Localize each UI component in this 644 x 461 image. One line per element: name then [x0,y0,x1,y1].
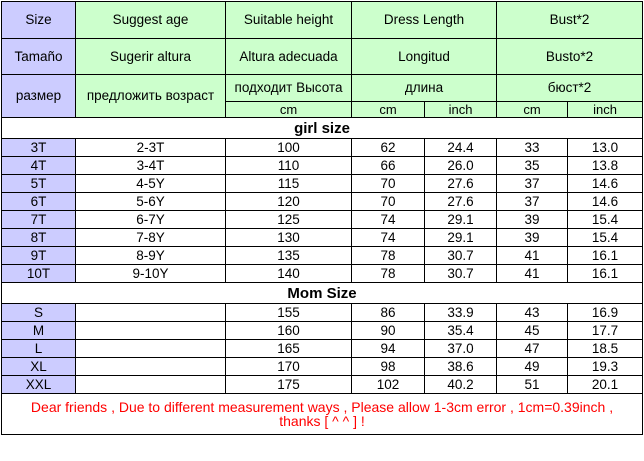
cell-length-cm: 74 [352,211,425,229]
header-row-english [2,2,643,39]
cell-length-inch: 27.6 [425,193,497,211]
table-row [2,376,643,394]
cell-bust-inch: 16.1 [568,265,643,283]
cell-age [76,358,226,376]
cell-length-cm: 74 [352,229,425,247]
cell-bust-cm: 43 [497,304,568,322]
header-size: Size [2,2,76,39]
note-row [2,394,643,435]
cell-age [76,322,226,340]
cell-bust-cm: 41 [497,247,568,265]
cell-height: 100 [226,139,352,157]
cell-bust-inch: 20.1 [568,376,643,394]
table-row [2,322,643,340]
cell-bust-cm: 41 [497,265,568,283]
unit-length-cm: cm [352,102,425,118]
cell-age [76,304,226,322]
cell-size: 6T [2,193,76,211]
table-row [2,358,643,376]
cell-bust-cm: 35 [497,157,568,175]
cell-bust-inch: 14.6 [568,175,643,193]
cell-bust-cm: 37 [497,175,568,193]
cell-bust-inch: 13.0 [568,139,643,157]
cell-length-cm: 70 [352,193,425,211]
cell-age: 3-4T [76,157,226,175]
header-height-es: Altura adecuada [226,39,352,75]
cell-size: 7T [2,211,76,229]
cell-length-cm: 90 [352,322,425,340]
cell-length-cm: 78 [352,247,425,265]
cell-bust-cm: 49 [497,358,568,376]
table-row [2,139,643,157]
section-title-row [2,118,643,139]
cell-bust-inch: 15.4 [568,211,643,229]
cell-length-inch: 30.7 [425,247,497,265]
cell-length-cm: 86 [352,304,425,322]
cell-bust-inch: 18.5 [568,340,643,358]
cell-height: 110 [226,157,352,175]
table-row [2,340,643,358]
cell-height: 120 [226,193,352,211]
header-length: Dress Length [352,2,497,39]
cell-length-inch: 29.1 [425,229,497,247]
cell-length-inch: 38.6 [425,358,497,376]
measurement-note [2,394,643,435]
cell-bust-cm: 51 [497,376,568,394]
size-chart-table [1,1,643,435]
cell-height: 170 [226,358,352,376]
cell-length-cm: 66 [352,157,425,175]
cell-size: 8T [2,229,76,247]
note-line-2: thanks [ ^ ^ ] ! [279,413,365,429]
cell-bust-inch: 14.6 [568,193,643,211]
cell-length-cm: 94 [352,340,425,358]
cell-age: 4-5Y [76,175,226,193]
cell-bust-inch: 16.1 [568,247,643,265]
section-title-row [2,283,643,304]
cell-length-cm: 62 [352,139,425,157]
cell-length-cm: 78 [352,265,425,283]
cell-length-inch: 27.6 [425,175,497,193]
header-length-ru: длина [352,75,497,102]
header-size-ru: размер [2,75,76,118]
cell-age [76,376,226,394]
cell-age: 7-8Y [76,229,226,247]
cell-bust-cm: 45 [497,322,568,340]
cell-size: M [2,322,76,340]
cell-age: 9-10Y [76,265,226,283]
cell-size: XL [2,358,76,376]
header-row-spanish [2,39,643,75]
cell-height: 115 [226,175,352,193]
header-bust: Bust*2 [497,2,643,39]
note-line-1: Dear friends , Due to different measurement ways , Please allow 1-3cm error , 1cm=0.39inch , [30,399,614,415]
cell-size: 3T [2,139,76,157]
cell-bust-inch: 15.4 [568,229,643,247]
unit-height-cm: cm [226,102,352,118]
cell-length-inch: 33.9 [425,304,497,322]
cell-size: 10T [2,265,76,283]
cell-length-inch: 37.0 [425,340,497,358]
cell-size: 4T [2,157,76,175]
cell-height: 155 [226,304,352,322]
cell-height: 130 [226,229,352,247]
cell-age: 2-3T [76,139,226,157]
cell-length-inch: 29.1 [425,211,497,229]
table-row [2,175,643,193]
cell-height: 175 [226,376,352,394]
cell-bust-cm: 47 [497,340,568,358]
cell-bust-cm: 37 [497,193,568,211]
cell-bust-cm: 39 [497,211,568,229]
cell-age [76,340,226,358]
table-row [2,229,643,247]
header-age-ru: предложить возраст [76,75,226,118]
cell-length-inch: 26.0 [425,157,497,175]
cell-height: 140 [226,265,352,283]
header-bust-es: Busto*2 [497,39,643,75]
header-height: Suitable height [226,2,352,39]
table-row [2,211,643,229]
header-age: Suggest age [76,2,226,39]
cell-age: 5-6Y [76,193,226,211]
cell-size: S [2,304,76,322]
cell-bust-inch: 16.9 [568,304,643,322]
cell-age: 8-9Y [76,247,226,265]
cell-length-cm: 98 [352,358,425,376]
cell-bust-cm: 33 [497,139,568,157]
cell-bust-inch: 13.8 [568,157,643,175]
header-row-russian [2,75,643,102]
cell-bust-inch: 19.3 [568,358,643,376]
cell-size: 5T [2,175,76,193]
cell-height: 160 [226,322,352,340]
unit-bust-inch: inch [568,102,643,118]
unit-length-inch: inch [425,102,497,118]
cell-length-inch: 40.2 [425,376,497,394]
cell-height: 165 [226,340,352,358]
header-size-es: Tamaño [2,39,76,75]
cell-length-inch: 24.4 [425,139,497,157]
table-row [2,157,643,175]
cell-size: XXL [2,376,76,394]
cell-length-cm: 102 [352,376,425,394]
cell-length-inch: 35.4 [425,322,497,340]
cell-bust-inch: 17.7 [568,322,643,340]
section-title: Mom Size [2,283,643,304]
unit-bust-cm: cm [497,102,568,118]
header-length-es: Longitud [352,39,497,75]
header-height-ru: подходит Высота [226,75,352,102]
cell-length-cm: 70 [352,175,425,193]
header-age-es: Sugerir altura [76,39,226,75]
cell-age: 6-7Y [76,211,226,229]
cell-height: 125 [226,211,352,229]
section-title: girl size [2,118,643,139]
cell-size: L [2,340,76,358]
cell-length-inch: 30.7 [425,265,497,283]
table-row [2,247,643,265]
cell-size: 9T [2,247,76,265]
table-row [2,193,643,211]
header-bust-ru: бюст*2 [497,75,643,102]
table-row [2,304,643,322]
cell-height: 135 [226,247,352,265]
cell-bust-cm: 39 [497,229,568,247]
table-row [2,265,643,283]
